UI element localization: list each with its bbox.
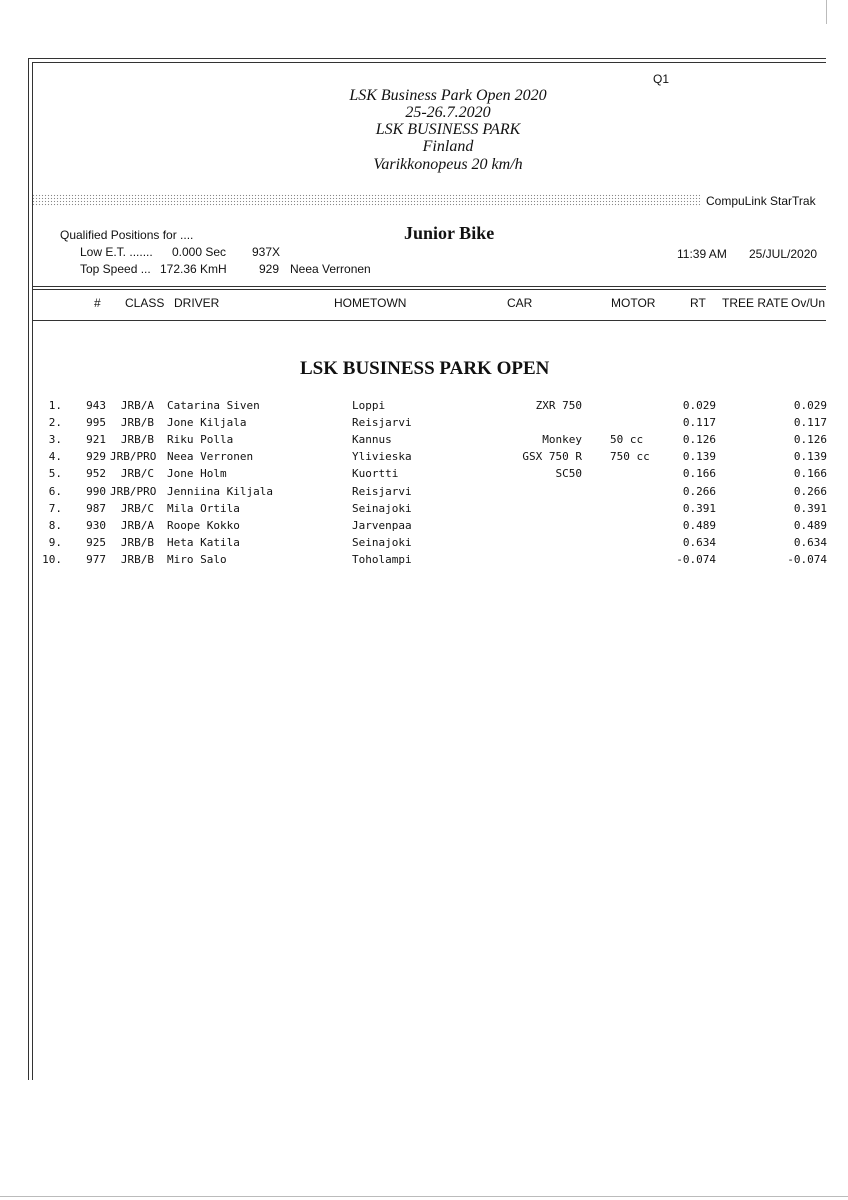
dotted-separator-band [32,194,700,206]
col-header-ovun: Ov/Un [791,296,826,310]
row-car-number: 943 [86,399,106,412]
row-rt: -0.074 [676,552,716,566]
table-row [0,553,848,570]
table-row [0,450,848,467]
row-car-number: 930 [86,518,106,532]
row-hometown: Seinajoki [352,535,412,549]
row-rt: 0.029 [682,399,716,412]
row-driver: Miro Salo [167,552,227,566]
report-time: 11:39 AM [677,247,727,261]
row-car: GSX 750 R [522,450,582,464]
row-car-number: 929 [86,450,106,464]
row-hometown: Reisjarvi [352,416,412,430]
row-class: JRB/C [120,501,154,515]
row-position: 3. [48,433,62,447]
table-row [0,519,848,536]
row-class: JRB/PRO [110,450,157,464]
row-car: SC50 [555,467,582,481]
qualified-label: Qualified Positions for .... [60,228,194,242]
row-rt: 0.266 [682,484,716,498]
row-position: 10. [42,552,62,566]
header-rule-top-2 [32,289,826,290]
row-ovun: 0.029 [793,399,827,412]
row-car-number: 921 [86,433,106,447]
col-header-tree-rate: TREE RATE [722,296,789,310]
row-rt: 0.634 [682,535,716,549]
row-hometown: Kannus [352,433,392,447]
row-position: 5. [48,467,62,481]
table-row [0,485,848,502]
row-hometown: Jarvenpaa [352,518,412,532]
row-car-number: 990 [86,484,106,498]
row-class: JRB/A [120,518,154,532]
row-rt: 0.126 [682,433,716,447]
col-header-car: CAR [507,296,533,310]
row-class: JRB/B [120,552,154,566]
low-et-value: 0.000 Sec [172,245,227,259]
row-rt: 0.166 [682,467,716,481]
row-driver: Heta Katila [167,535,240,549]
row-position: 6. [48,484,62,498]
row-position: 8. [48,518,62,532]
row-ovun: 0.489 [793,518,827,532]
col-header-motor: MOTOR [611,296,656,310]
row-car-number: 925 [86,535,106,549]
top-speed-car: 929 [259,262,280,276]
header-title-line-2: 25-26.7.2020 [405,104,491,121]
row-hometown: Ylivieska [352,450,412,464]
row-driver: Roope Kokko [167,518,240,532]
report-date: 25/JUL/2020 [749,247,818,261]
row-hometown: Reisjarvi [352,484,412,498]
row-car: Monkey [542,433,582,447]
row-hometown: Toholampi [352,552,412,566]
row-driver: Mila Ortila [167,501,240,515]
col-header-hometown: HOMETOWN [334,296,407,310]
row-car-number: 952 [86,467,106,481]
row-class: JRB/B [120,416,154,430]
page-frame-bottom [0,1196,848,1197]
header-title-line-3: LSK BUSINESS PARK [375,121,521,138]
header-title-line-4: Finland [422,138,474,155]
col-header-num: # [94,296,101,310]
low-et-car: 937X [252,245,281,259]
table-row [0,502,848,519]
row-hometown: Loppi [352,399,386,412]
row-class: JRB/B [120,535,154,549]
table-row [0,433,848,450]
row-position: 2. [48,416,62,430]
row-position: 4. [48,450,62,464]
header-rule-top [32,286,826,287]
row-car-number: 995 [86,416,106,430]
row-ovun: 0.391 [793,501,827,515]
header-title-line-5: Varikkonopeus 20 km/h [373,156,523,173]
table-row [0,399,848,416]
row-ovun: 0.117 [793,416,827,430]
table-row [0,536,848,553]
row-ovun: 0.634 [793,535,827,549]
row-driver: Jenniina Kiljala [167,484,273,498]
low-et-label: Low E.T. ....... [80,245,153,259]
page-frame-top [28,58,826,59]
col-header-rt: RT [690,296,706,310]
page-frame-right-top [826,0,827,24]
top-speed-value: 172.36 KmH [160,262,227,276]
system-name: CompuLink StarTrak [706,194,816,208]
col-header-class: CLASS [125,296,165,310]
row-position: 1. [48,399,62,412]
row-rt: 0.139 [682,450,716,464]
col-header-driver: DRIVER [174,296,220,310]
header-title-line-1: LSK Business Park Open 2020 [349,87,547,104]
row-hometown: Kuortti [352,467,399,481]
row-class: JRB/C [120,467,154,481]
row-driver: Riku Polla [167,433,234,447]
header-rule-bottom [32,320,826,321]
session-label: Q1 [653,72,670,86]
row-ovun: 0.126 [793,433,827,447]
row-position: 7. [48,501,62,515]
row-position: 9. [48,535,62,549]
row-class: JRB/B [120,433,154,447]
row-class: JRB/A [120,399,154,412]
row-driver: Neea Verronen [167,450,254,464]
event-title: LSK BUSINESS PARK OPEN [300,358,550,379]
row-class: JRB/PRO [110,484,157,498]
row-ovun: 0.166 [793,467,827,481]
row-rt: 0.391 [682,501,716,515]
row-car: ZXR 750 [535,399,582,412]
table-row [0,416,848,433]
page-frame-left-inner [32,62,33,1080]
row-motor: 50 cc [610,433,644,447]
row-driver: Jone Kiljala [167,416,247,430]
row-driver: Catarina Siven [167,399,260,412]
row-rt: 0.117 [682,416,716,430]
row-rt: 0.489 [682,518,716,532]
top-speed-label: Top Speed ... [80,262,151,276]
row-driver: Jone Holm [167,467,227,481]
page-frame-top-inner [32,62,826,63]
table-row [0,467,848,484]
row-ovun: 0.266 [793,484,827,498]
row-hometown: Seinajoki [352,501,412,515]
row-motor: 750 cc [610,450,650,464]
row-ovun: 0.139 [793,450,827,464]
class-title: Junior Bike [404,223,495,243]
row-car-number: 987 [86,501,106,515]
row-car-number: 977 [86,552,106,566]
row-ovun: -0.074 [787,552,827,566]
top-speed-driver: Neea Verronen [290,262,371,276]
